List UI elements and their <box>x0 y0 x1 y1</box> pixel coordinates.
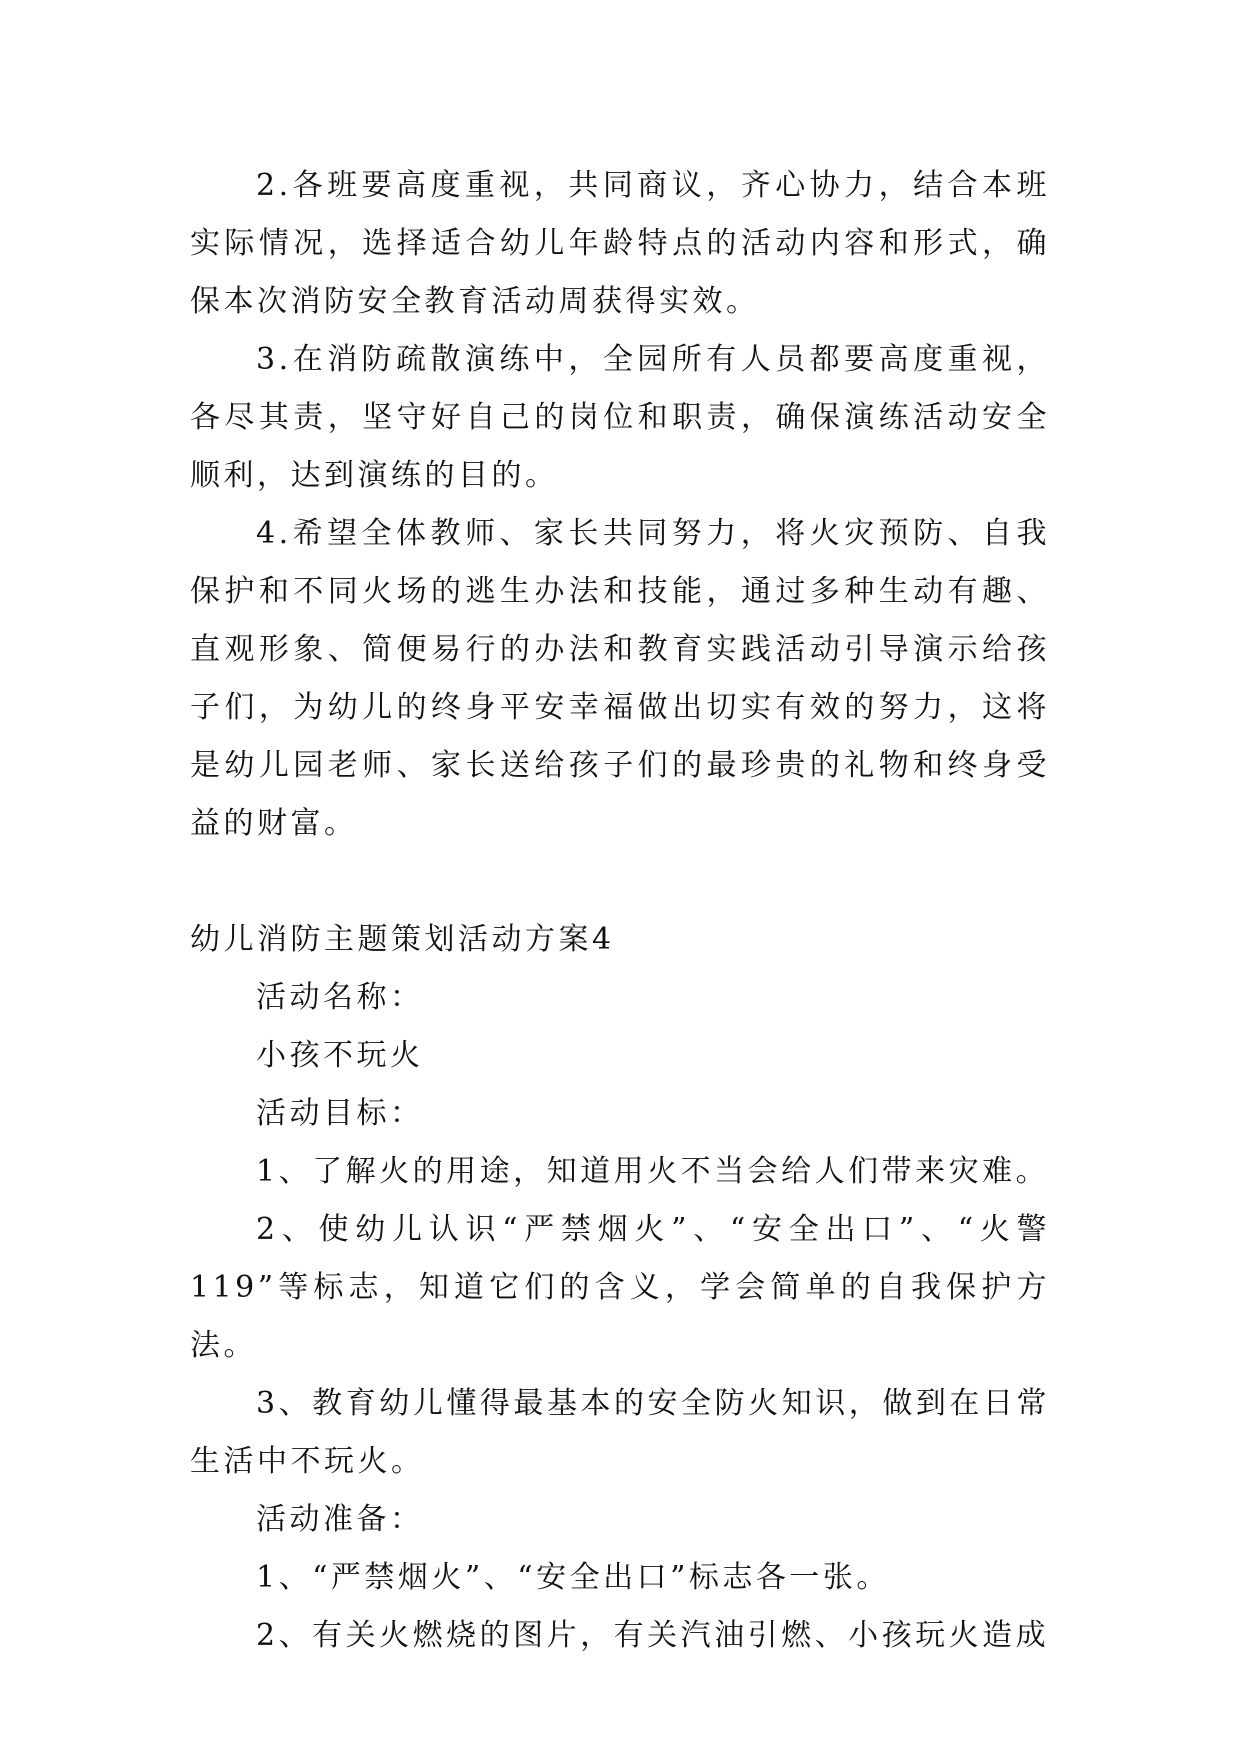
prep-item-2: 2、有关火燃烧的图片，有关汽油引燃、小孩玩火造成 <box>256 1618 1050 1653</box>
goal-item-2: 2、使幼儿认识“严禁烟火”、“安全出口”、“火警 119”等标志，知道它们的含义，学会简单的自我保护方法。 <box>190 1212 1050 1363</box>
activity-goals-label: 活动目标： <box>256 1096 424 1131</box>
activity-name-value: 小孩不玩火 <box>256 1038 424 1073</box>
prep-item-1: 1、“严禁烟火”、“安全出口”标志各一张。 <box>256 1560 890 1595</box>
paragraph-requirement-3: 3.在消防疏散演练中，全园所有人员都要高度重视，各尽其责，坚守好自己的岗位和职责，确保演练活动安全顺利，达到演练的目的。 <box>190 342 1050 493</box>
section-title: 幼儿消防主题策划活动方案4 <box>190 922 615 957</box>
goal-item-3: 3、教育幼儿懂得最基本的安全防火知识，做到在日常生活中不玩火。 <box>190 1386 1050 1479</box>
activity-name-label: 活动名称： <box>256 980 424 1015</box>
activity-prep-label: 活动准备： <box>256 1502 424 1537</box>
paragraph-requirement-2: 2.各班要高度重视，共同商议，齐心协力，结合本班实际情况，选择适合幼儿年龄特点的活动内容和形式，确保本次消防安全教育活动周获得实效。 <box>190 168 1050 319</box>
paragraph-requirement-4: 4.希望全体教师、家长共同努力，将火灾预防、自我保护和不同火场的逃生办法和技能，通过多种生动有趣、直观形象、简便易行的办法和教育实践活动引导演示给孩子们，为幼儿的终身平安幸福做出切实有效的努力，这将是幼儿园老师、家长送给孩子们的最珍贵的礼物和终身受益的财富。 <box>190 516 1050 841</box>
document-body <box>190 157 1050 1665</box>
goal-item-1: 1、了解火的用途，知道用火不当会给人们带来灾难。 <box>256 1154 1050 1189</box>
